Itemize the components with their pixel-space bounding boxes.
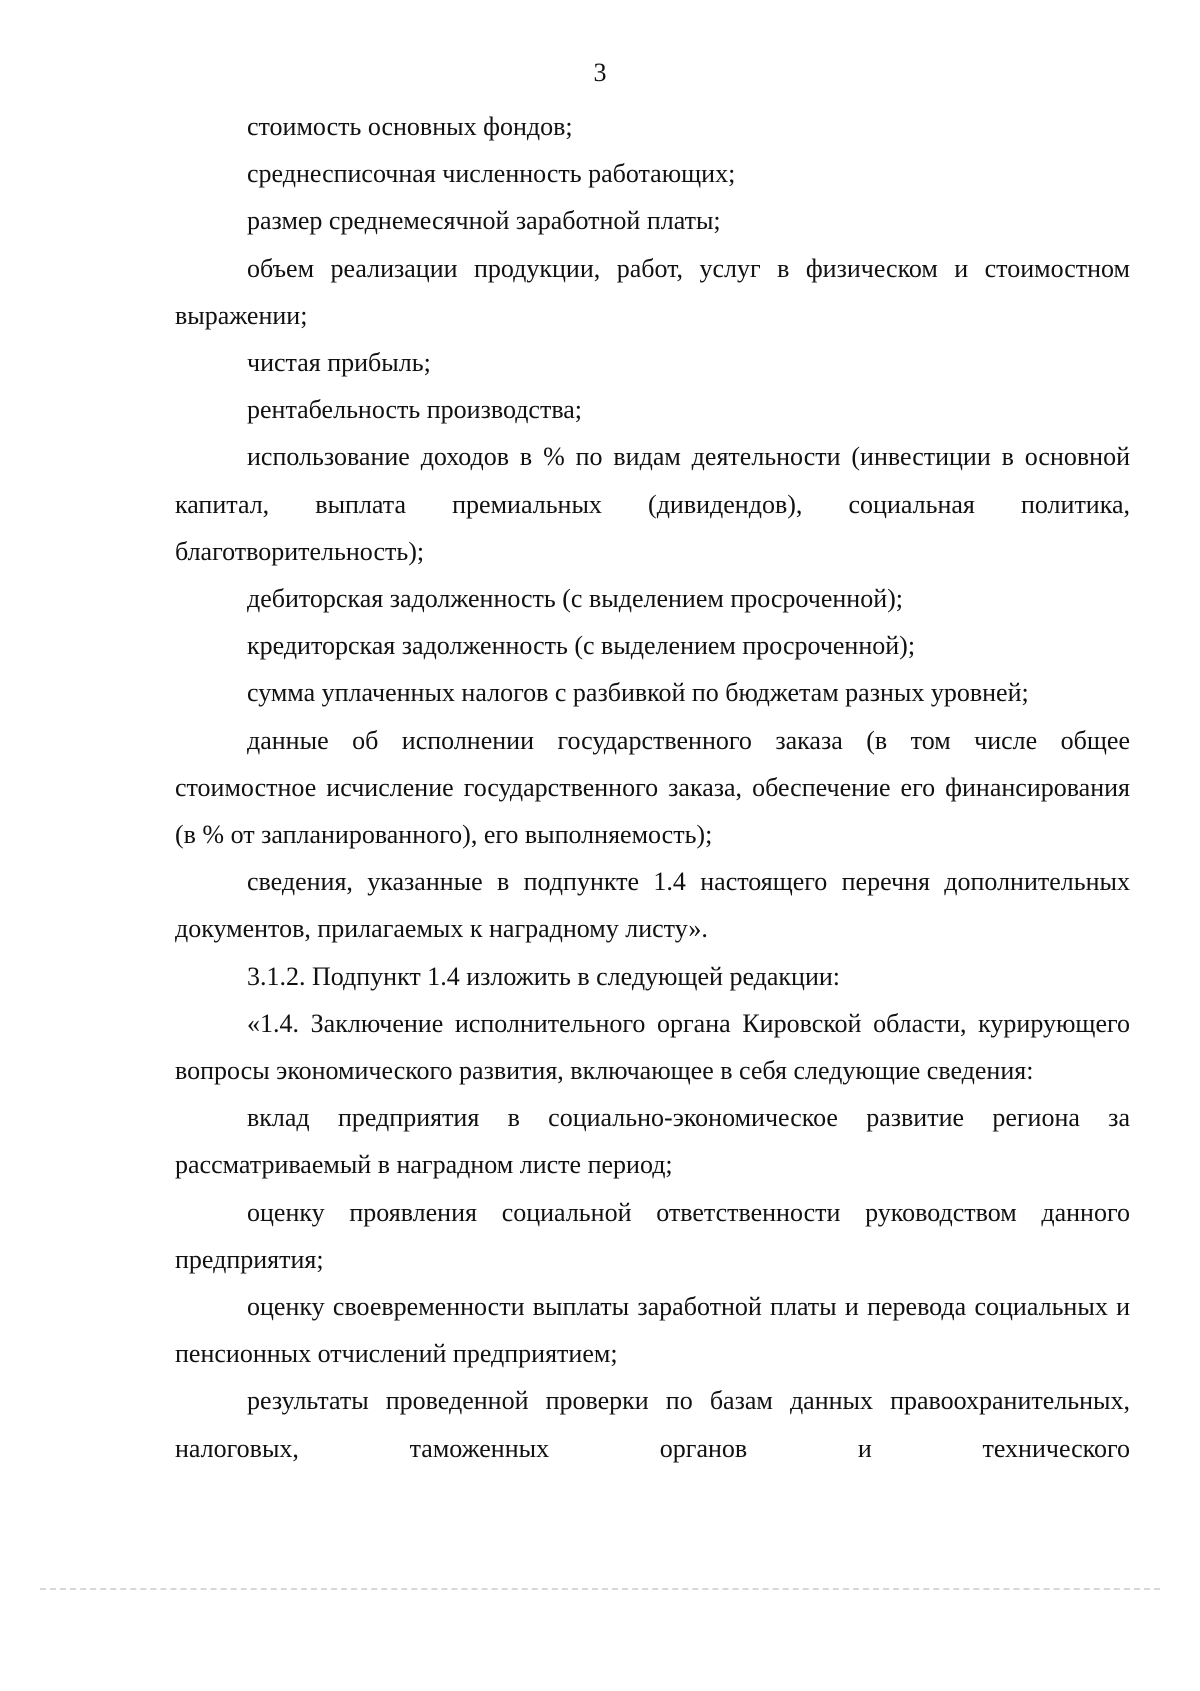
paragraph: оценку проявления социальной ответственности руководством данного предприятия; — [175, 1197, 1130, 1274]
paragraph: рентабельность производства; — [247, 395, 583, 425]
paragraph: объем реализации продукции, работ, услуг в физическом и стоимостном выражении; — [175, 253, 1130, 330]
paragraph: результаты проведенной проверки по базам данных правоохранительных, налоговых, таможенных органов и технического — [175, 1386, 1130, 1463]
paragraph: использование доходов в % по видам деятельности (инвестиции в основной капитал, выплата премиальных (дивидендов), социальная политика, благотворительность); — [175, 442, 1130, 566]
paragraph: размер среднемесячной заработной платы; — [247, 206, 721, 236]
paragraph: дебиторская задолженность (с выделением просроченной); — [247, 584, 903, 614]
paragraph: кредиторская задолженность (с выделением просроченной); — [247, 631, 916, 661]
paragraph: стоимость основных фондов; — [247, 112, 573, 141]
paragraph: 3.1.2. Подпункт 1.4 изложить в следующей редакции: — [247, 961, 841, 991]
page-number: 3 — [593, 58, 607, 87]
paragraph: вклад предприятия в социально-экономическое развитие региона за рассматриваемый в наградном листе период; — [175, 1103, 1130, 1180]
paragraph: оценку своевременности выплаты заработной платы и перевода социальных и пенсионных отчислений предприятием; — [175, 1292, 1130, 1369]
paragraph: сумма уплаченных налогов с разбивкой по бюджетам разных уровней; — [247, 678, 1029, 708]
paragraph: данные об исполнении государственного заказа (в том числе общее стоимостное исчисление государственного заказа, обеспечение его финансирования (в % от запланированного), его выполняемость); — [175, 725, 1130, 850]
paragraph: среднесписочная численность работающих; — [247, 159, 736, 189]
paragraph: сведения, указанные в подпункте 1.4 настоящего перечня дополнительных документов, прилагаемых к наградному листу». — [175, 867, 1130, 944]
document-body — [175, 103, 1130, 1472]
paragraph: «1.4. Заключение исполнительного органа Кировской области, курирующего вопросы экономического развития, включающее в себя следующие сведения: — [175, 1008, 1130, 1086]
scan-artifact-line — [40, 1588, 1160, 1592]
paragraph: чистая прибыль; — [247, 348, 431, 378]
